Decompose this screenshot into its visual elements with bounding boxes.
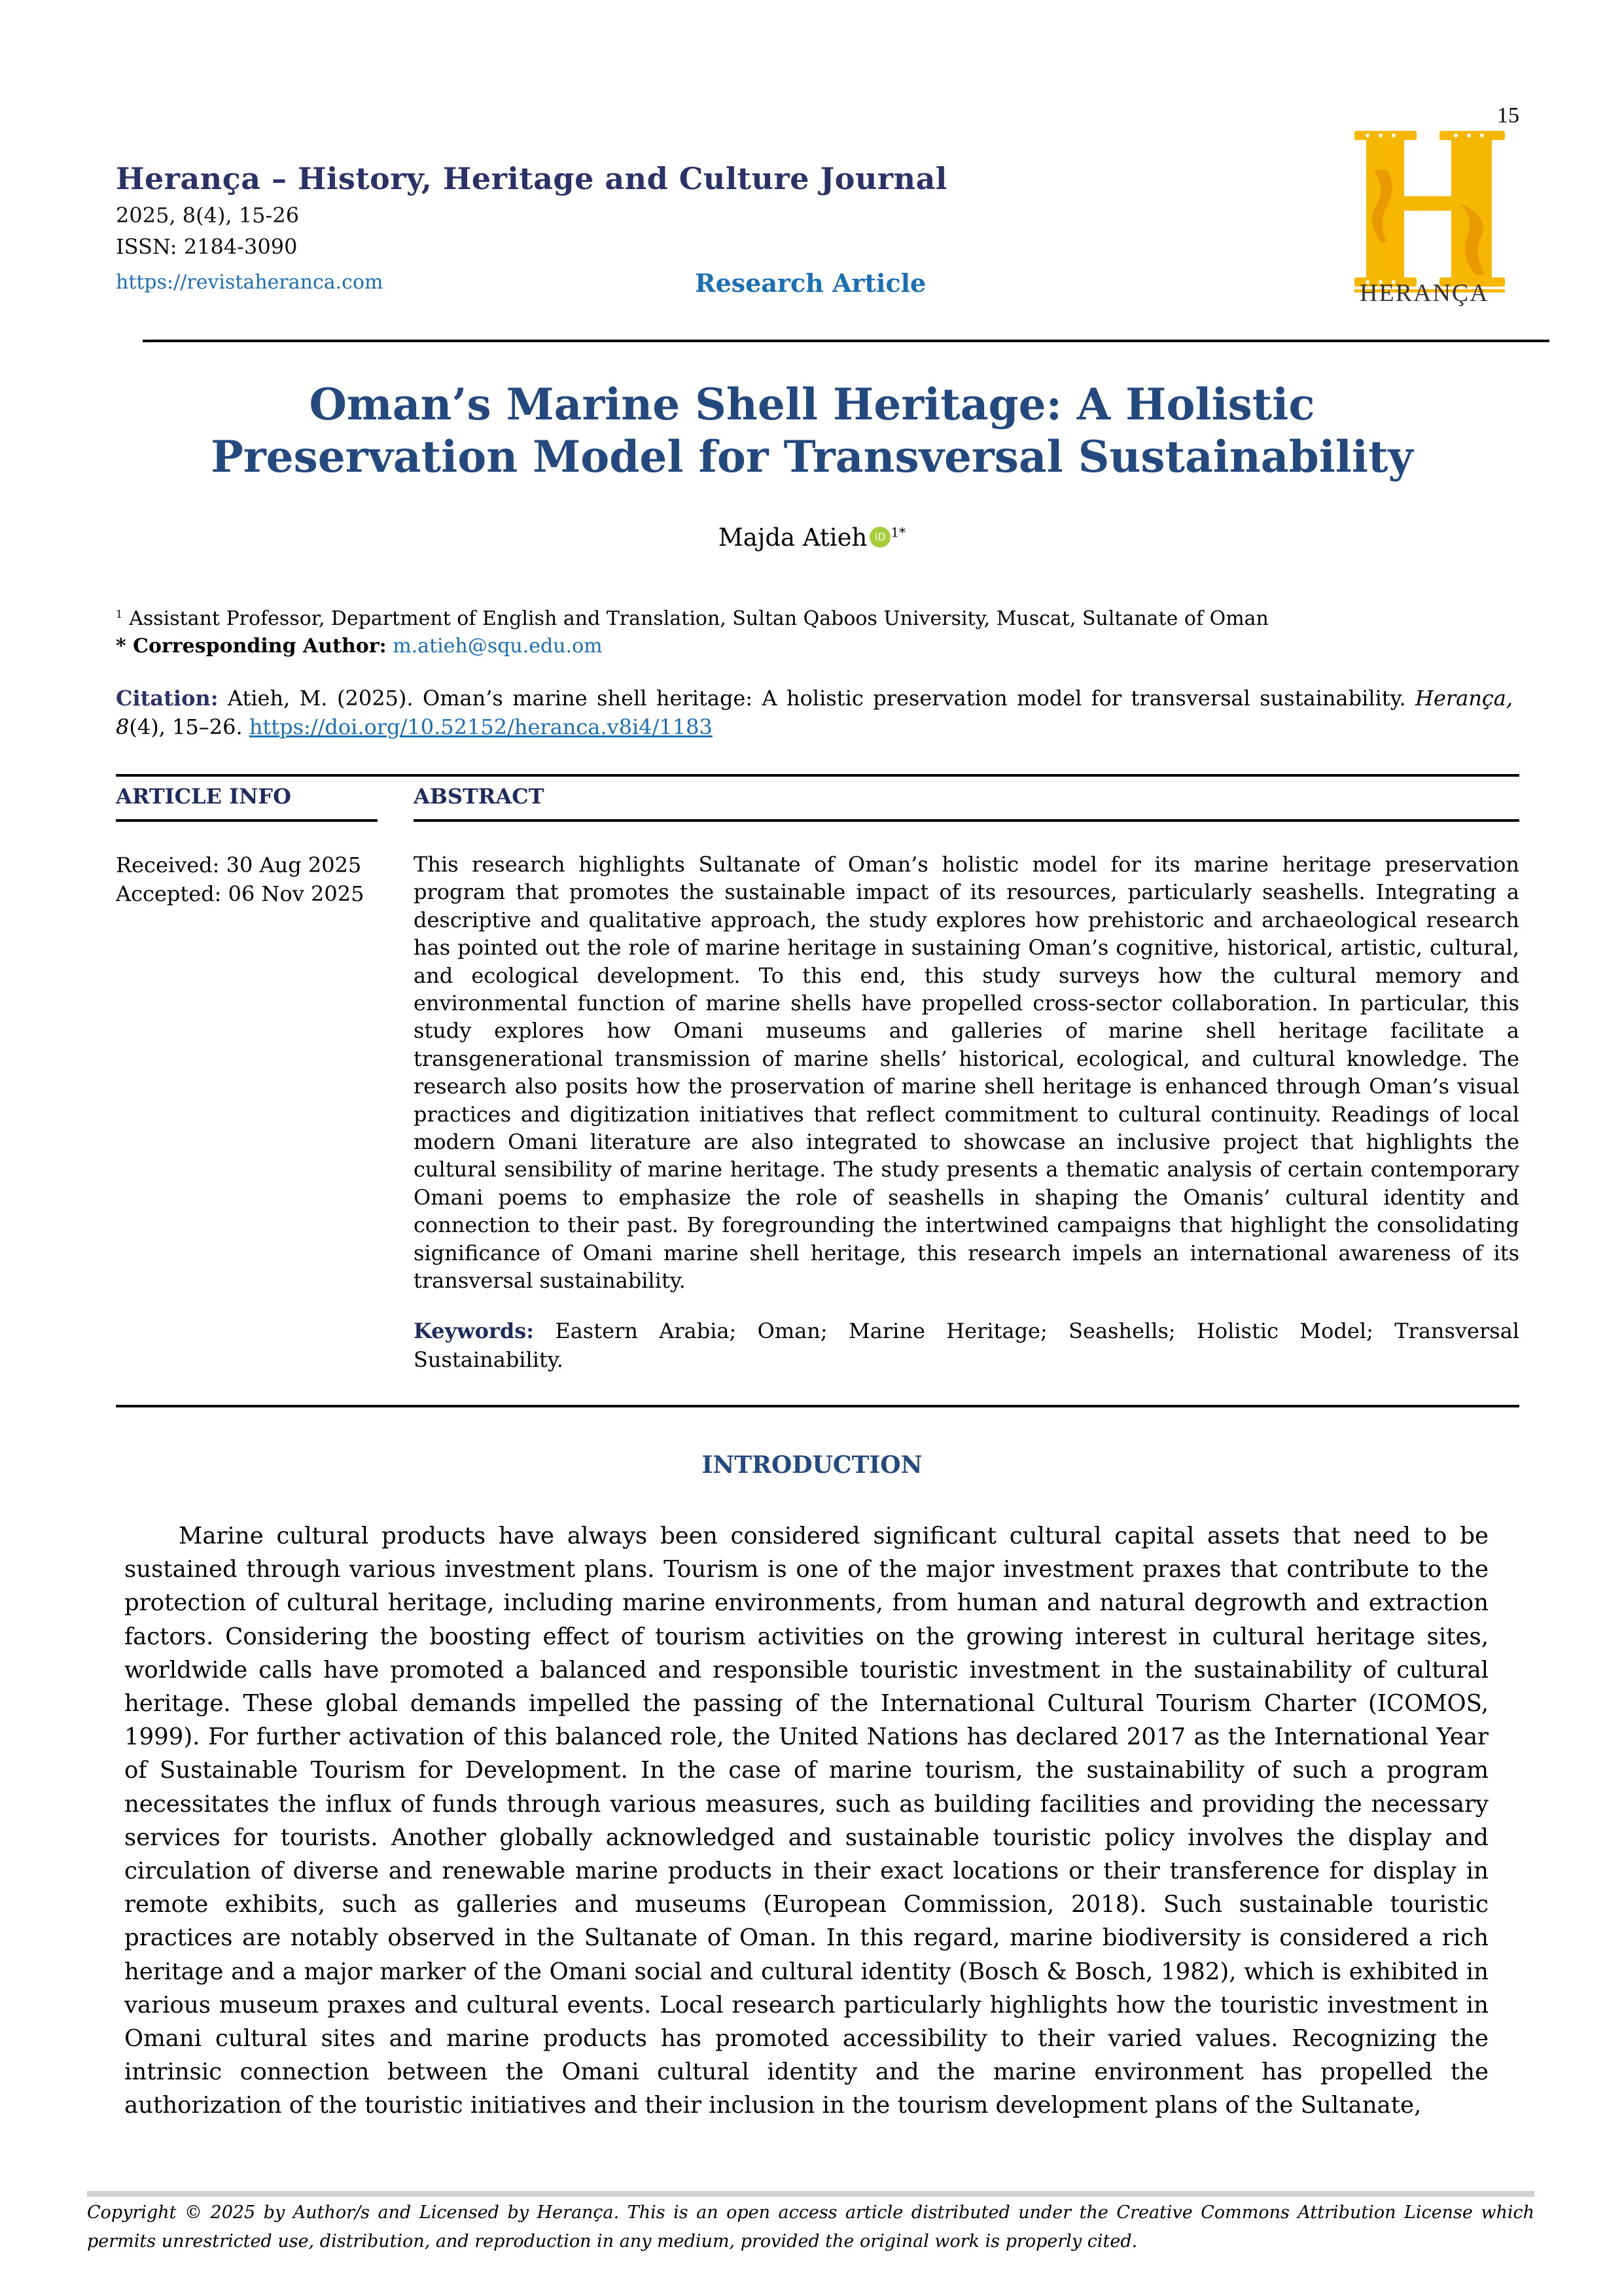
corresponding-author — [116, 635, 603, 658]
journal-issn: ISSN: 2184-3090 — [116, 234, 298, 259]
keywords-label: Keywords: — [414, 1318, 535, 1343]
citation-pages: (4), 15–26. — [129, 715, 243, 739]
title-line-1: Oman’s Marine Shell Heritage: A Holistic — [309, 379, 1315, 430]
abstract-text: This research highlights Sultanate of Oman’s holistic model for its marine heritage preservation program that promotes the sustainable impact of its resources, particularly seashells. Integrating a descriptive and qualitative approach, the study explores how prehistoric and archaeological research has pointed out the role of marine heritage in sustaining Oman’s cognitive, historical, artistic, cultural, and ecological development. To this end, this study surveys how the cultural memory and environmental function of marine shells have propelled cross-sector collaboration. In particular, this study explores how Omani museums and galleries of marine shell heritage facilitate a transgenerational transmission of marine shells’ historical, ecological, and cultural knowledge. The research also posits how the proservation of marine shell heritage is enhanced through Oman’s visual practices and digitization initiatives that reflect commitment to cultural continuity. Readings of local modern Omani literature are also integrated to showcase an inclusive project that highlights the cultural sensibility of marine heritage. The study presents a thematic analysis of certain contemporary Omani poems to emphasize the role of seashells in shaping the Omanis’ cultural identity and connection to their past. By foregrounding the intertwined campaigns that highlight the consolidating significance of Omani marine shell heritage, this research impels an international awareness of its transversal sustainability. — [414, 852, 1519, 1294]
article-dates — [116, 851, 364, 908]
journal-volume-info: 2025, 8(4), 15-26 — [116, 203, 300, 228]
journal-name: Herança – History, Heritage and Culture Journal — [116, 161, 947, 196]
citation — [116, 684, 1513, 741]
header-divider — [143, 340, 1549, 342]
article-info-divider — [116, 819, 378, 822]
license-footer: Copyright © 2025 by Author/s and Licensed by Herança. This is an open access article distributed under the Creative Commons Attribution License which permits unrestricted use, distribution, and reproduction in any medium, provided the original work is properly cited. — [87, 2202, 1534, 2252]
keywords — [414, 1316, 1519, 1374]
introduction-heading: INTRODUCTION — [701, 1451, 923, 1479]
citation-doi-link[interactable]: https://doi.org/10.52152/heranca.v8i4/1183 — [249, 715, 713, 739]
footer-divider — [87, 2191, 1534, 2197]
corresponding-email-link[interactable]: m.atieh@squ.edu.om — [393, 635, 603, 658]
orcid-icon[interactable]: iD — [870, 527, 891, 548]
article-title — [0, 378, 1624, 483]
affiliation-text: Assistant Professor, Department of English and Translation, Sultan Qaboos University, Muscat, Sultanate of Oman — [129, 607, 1269, 630]
page-number: 15 — [1497, 103, 1519, 128]
author-superscript: 1* — [891, 524, 906, 540]
info-top-divider — [116, 774, 1519, 777]
citation-journal: Herança, — [1415, 686, 1513, 711]
citation-volume: 8 — [116, 715, 130, 739]
accepted-date: Accepted: 06 Nov 2025 — [116, 881, 364, 906]
keywords-text: Eastern Arabia; Oman; Marine Heritage; Seashells; Holistic Model; Transversal Sustainability. — [414, 1318, 1519, 1372]
corresponding-label: * Corresponding Author: — [116, 635, 387, 658]
affiliation — [116, 607, 1269, 630]
logo-wordmark: HERANÇA — [1360, 279, 1489, 307]
abstract-heading: ABSTRACT — [414, 784, 544, 809]
citation-label: Citation: — [116, 686, 219, 711]
journal-url-link[interactable]: https://revistaheranca.com — [116, 271, 383, 294]
abstract-divider — [414, 819, 1519, 822]
received-date: Received: 30 Aug 2025 — [116, 853, 362, 877]
citation-text: Atieh, M. (2025). Oman’s marine shell heritage: A holistic preservation model for transversal sustainability. — [227, 686, 1406, 711]
affiliation-superscript: 1 — [116, 608, 123, 620]
article-type-label: Research Article — [695, 268, 927, 298]
author-line — [0, 523, 1624, 552]
abstract-bottom-divider — [116, 1405, 1519, 1407]
introduction-paragraph: Marine cultural products have always been considered significant cultural capital assets that need to be sustained through various investment plans. Tourism is one of the major investment praxes that contribute to the protection of cultural heritage, including marine environments, from human and natural degrowth and extraction factors. Considering the boosting effect of tourism activities on the growing interest in cultural heritage sites, worldwide calls have promoted a balanced and responsible touristic investment in the sustainability of cultural heritage. These global demands impelled the passing of the International Cultural Tourism Charter (ICOMOS, 1999). For further activation of this balanced role, the United Nations has declared 2017 as the International Year of Sustainable Tourism for Development. In the case of marine tourism, the sustainability of such a program necessitates the influx of funds through various measures, such as building facilities and providing the necessary services for tourists. Another globally acknowledged and sustainable touristic policy involves the display and circulation of diverse and renewable marine products in their exact locations or their transference for display in remote exhibits, such as galleries and museums (European Commission, 2018). Such sustainable touristic practices are notably observed in the Sultanate of Oman. In this regard, marine biodiversity is considered a rich heritage and a major marker of the Omani social and cultural identity (Bosch & Bosch, 1982), which is exhibited in various museum praxes and cultural events. Local research particularly highlights how the touristic investment in Omani cultural sites and marine products has promoted accessibility to their varied values. Recognizing the intrinsic connection between the Omani cultural identity and the marine environment has propelled the authorization of the touristic initiatives and their inclusion in the tourism development plans of the Sultanate, — [124, 1523, 1489, 2119]
article-info-heading: ARTICLE INFO — [116, 784, 291, 809]
title-line-2: Preservation Model for Transversal Sustainability — [211, 431, 1413, 482]
author-name: Majda Atieh — [718, 523, 868, 552]
